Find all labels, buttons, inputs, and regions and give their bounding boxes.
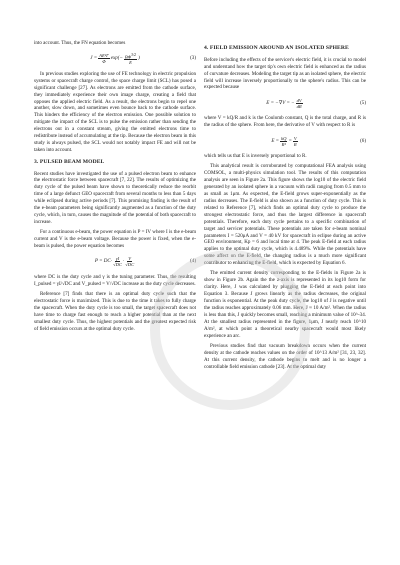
- section-heading: 4. FIELD EMISSION AROUND AN ISOLATED SPHERE: [204, 45, 349, 51]
- paragraph: which tells us that E is inversely proportional to R.: [204, 153, 307, 160]
- paragraph: where V = kQ/R and k is the Coulomb constant, Q is the total charge, and R is the radius of the sphere. From here, the derivative of V with respect to R is: [204, 115, 366, 129]
- paragraph: Recent studies have investigated the use of a pulsed electron beam to enhance the electrostatic force between spacecraft [7, 22]. The results of optimizing the duty cycle of the pulsed beam have shown to theoretically reduce the reorbit time of a large defunct GEO spacecraft from several months to less than 5 days while eclipsed during active periods [7]. This promising finding is the result of the e-beam parameters being significantly augmented as a function of the duty cycle, which, in turn, causes the magnitude of the potential of both spacecraft to increase.: [34, 170, 196, 225]
- paragraph: In previous studies exploring the use of FE technology in electric propulsion systems or spacecraft charge control, the space charge limit (SCL) has posed a significant challenge [27]. As electrons are emitted from the cathode surface, they immediately experience their own image charge, creating a field that opposes the applied electric field. As a result, the electrons begin to repel one another, slow down, and sometimes even bounce back to the cathode surface. This hinders the efficiency of the electron emission. One possible solution to mitigate the impact of the SCL is to pulse the emission rather than sending the electrons out in a constant stream, giving the emitted electrons time to redistribute instead of accumulating at the tip. Because the electron beam in this study is always pulsed, the SCL would not notably impact FE and will not be taken into account.: [34, 70, 196, 153]
- equation-6: E = $\frac{kQ}{\text{R²}}$ = $\frac{V}{R}$ (6): [271, 135, 366, 147]
- paragraph: This analytical result is corroborated by computational FEA analysis using COMSOL, a multi-physics simulation tool. The results of this computation analysis are seen in Figure 2a. This figure shows the log10 of the electric field generated by an isolated sphere in a vacuum with radii ranging from 0.5 mm to as small as 1μm. As expected, the E-field grows super-exponentially as the radius decreases. The E-field is also shown as a function of duty cycle. This is related to Reference [7], which finds an optimal duty cycle to produce the strongest electrostatic force, and thus the largest difference in spacecraft potentials. Therefore, each duty cycle pertains to a specific combination of target and servicer potentials. These potentials are taken for e-beam nominal parameters I = 520μA and V = 40 kV for spacecraft in eclipse during an active GEO environment, Kp = 6 and local time at 4. The peak E-field at each radius applies to the optimal duty cycle, which is 4.489%. While the potentials have some affect on the E-field, the changing radius is a much more significant contributor to enhancing the E-field, which is expected by Equation 6.: [204, 163, 366, 267]
- section-heading: 3. PULSED BEAM MODEL: [34, 158, 105, 165]
- paragraph: The emitted current density corresponding to the E-fields in Figure 2a is show in Figure 2b. Again the the z-axis is represented in its log10 form for clarity. Here, J was calculated by plugging the E-field at each point into Equation 3. Because J grows linearly as the radius decreases, the original function is exponential. At the peak duty cycle, the log10 of J is negative until the radius reaches approximately 0.06 mm. Here, J ≈ 10 A/m². When the radius is less than this, J quickly becomes small, reaching a minimum value of 10^-34. At the smallest radius represented in the figure, 1μm, J nearly reach 10^10 A/m², at which point a theoretical nearby spacecraft would most likely experience an arc.: [204, 270, 366, 339]
- paragraph: Previous studies find that vacuum breakdown occurs when the current density at the cathode reaches values on the order of 10^13 A/m² [31, 23, 32]. At this current density, the cathode begins to melt and is no longer a controllable field emission cathode [23]. At the optimal duty: [204, 342, 366, 370]
- paragraph: into account. Thus, the FN equation becomes: [34, 40, 126, 46]
- paragraph: Reference [7] finds that there is an optimal duty cycle such that the electrostatic force is maximized. This is due to the time it takes to fully charge the spacecraft. When the duty cycle is too small, the target spacecraft does not have time to charge fast enough to reach a higher potential than at the next smallest duty cycle. Thus, the highest potentials and the greatest expected risk of field emission occurs at the optimal duty cycle.: [34, 291, 196, 332]
- paragraph: For a continuous e-beam, the power equation is P = IV where I is the e-beam current and V is the e-beam voltage. Because the power is fixed, when the e-beam is pulsed, the power equation becomes: [34, 229, 196, 250]
- paragraph: where DC is the duty cycle and γ is the tuning parameter. Thus, the resulting I_pulsed = γI/√DC and V_pulsed = V/√DC increase as the duty cycle decreases.: [34, 273, 196, 287]
- left-column: [34, 40, 196, 336]
- equation-4: P = DC· $\frac{\gamma I}{√DC}$ · $\frac{V}{√DC}$ (4): [94, 256, 196, 268]
- equation-3: J = $\frac{\text{AE²Γ}}{\Phi}$ exp (− $\frac{B\Phi^{3/2}}{E}$ ) (3): [90, 52, 196, 66]
- equation-number: (6): [360, 137, 366, 144]
- equation-5: E = −∇V = − $\frac{dV}{dR}$ (5): [266, 97, 366, 109]
- equation-number: (3): [190, 55, 196, 62]
- equation-number: (5): [360, 99, 366, 106]
- right-column: [204, 40, 366, 374]
- equation-number: (4): [190, 258, 196, 265]
- paragraph: Before including the effects of the servicer's electric field, it is crucial to model and understand how the target tip's own electric field is enhanced as the radius of curvature decreases. Modeling the target tip as an isolated sphere, the electric field will increase inversely proportionally to the sphere's radius. This can be expected because: [204, 56, 366, 91]
